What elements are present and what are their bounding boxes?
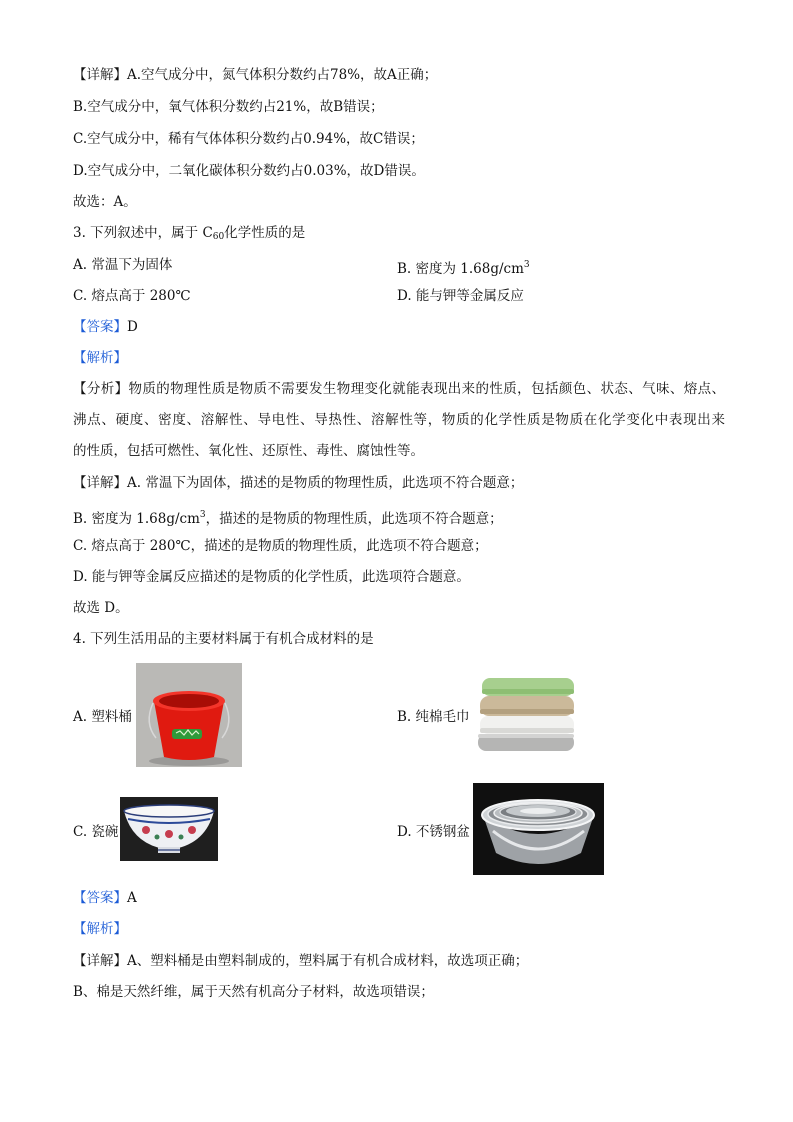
detail-tag: 【详解】	[73, 475, 127, 491]
analysis-text-1: 物质的物理性质是物质不需要发生物理变化就能表现出来的性质，包括颜色、状态、气味、熔点、	[128, 381, 726, 397]
detail-tag: 【详解】	[73, 67, 127, 83]
cotton-towels-image	[472, 676, 576, 754]
q3-detail-b	[73, 506, 503, 528]
q4-option-c: C. 瓷碗	[73, 824, 119, 840]
q3-option-c: C. 熔点高于 280℃	[73, 288, 191, 304]
analysis-label: 【分析】	[73, 381, 129, 397]
q3-detail-c: C. 熔点高于 280℃，描述的是物质的物理性质，此选项不符合题意；	[73, 538, 488, 554]
q2-conclusion: 故选：A。	[73, 194, 137, 210]
q3-stem-post: 化学性质的是	[224, 225, 306, 241]
q4-analysis-tag: 【解析】	[73, 921, 127, 937]
detail-a-text: A、塑料桶是由塑料制成的，塑料属于有机合成材料，故选项正确；	[127, 953, 529, 969]
q2-detail-line-4: D.空气成分中，二氧化碳体积分数约占0.03%，故D错误。	[73, 163, 425, 179]
q3-analysis-line-1	[73, 380, 725, 398]
detail-b-sup: 3	[199, 510, 206, 520]
q2-detail-line-1	[73, 66, 437, 84]
stainless-basin-image	[473, 783, 604, 875]
detail-text: A.空气成分中，氮气体积分数约占78%，故A正确；	[127, 67, 438, 83]
q3-stem	[73, 224, 305, 246]
q3-option-b-text: B. 密度为 1.68g/cm	[397, 261, 524, 277]
detail-tag: 【详解】	[73, 953, 127, 969]
detail-b-pre: B. 密度为 1.68g/cm	[73, 511, 200, 527]
q3-stem-subscript: 60	[212, 232, 225, 242]
q3-stem-pre: 3. 下列叙述中，属于 C	[73, 225, 213, 241]
detail-b-post: ，描述的是物质的物理性质，此选项不符合题意；	[205, 511, 503, 527]
q3-conclusion: 故选 D。	[73, 600, 129, 616]
answer-tag: 【答案】	[73, 319, 127, 335]
q3-analysis-line-3: 的性质，包括可燃性、氧化性、还原性、毒性、腐蚀性等。	[73, 443, 424, 459]
q2-detail-line-3: C.空气成分中，稀有气体体积分数约占0.94%，故C错误；	[73, 131, 424, 147]
q4-option-d: D. 不锈钢盆	[397, 824, 470, 840]
q4-option-b: B. 纯棉毛巾	[397, 709, 470, 725]
q3-detail-a	[73, 474, 523, 492]
q3-option-b	[397, 256, 530, 278]
q3-analysis-tag: 【解析】	[73, 350, 127, 366]
q3-option-d: D. 能与钾等金属反应	[397, 288, 524, 304]
q4-detail-a	[73, 952, 528, 970]
answer-value: A	[127, 890, 137, 906]
answer-tag: 【答案】	[73, 890, 127, 906]
q3-option-a: A. 常温下为固体	[73, 257, 173, 273]
detail-a-text: A. 常温下为固体，描述的是物质的物理性质，此选项不符合题意；	[127, 475, 524, 491]
plastic-bucket-image	[136, 663, 242, 767]
q4-detail-b: B、棉是天然纤维，属于天然有机高分子材料，故选项错误；	[73, 984, 434, 1000]
q3-option-b-sup: 3	[523, 260, 530, 270]
q4-stem: 4. 下列生活用品的主要材料属于有机合成材料的是	[73, 631, 374, 647]
q3-detail-d: D. 能与钾等金属反应描述的是物质的化学性质，此选项符合题意。	[73, 569, 470, 585]
q2-detail-line-2: B.空气成分中，氧气体积分数约占21%，故B错误；	[73, 99, 384, 115]
q4-option-a: A. 塑料桶	[73, 709, 132, 725]
answer-value: D	[127, 319, 138, 335]
porcelain-bowl-image	[120, 797, 218, 861]
q4-answer	[73, 889, 137, 907]
q3-answer	[73, 318, 138, 336]
q3-analysis-line-2: 沸点、硬度、密度、溶解性、导电性、导热性、溶解性等，物质的化学性质是物质在化学变化中表现出来	[73, 412, 725, 428]
